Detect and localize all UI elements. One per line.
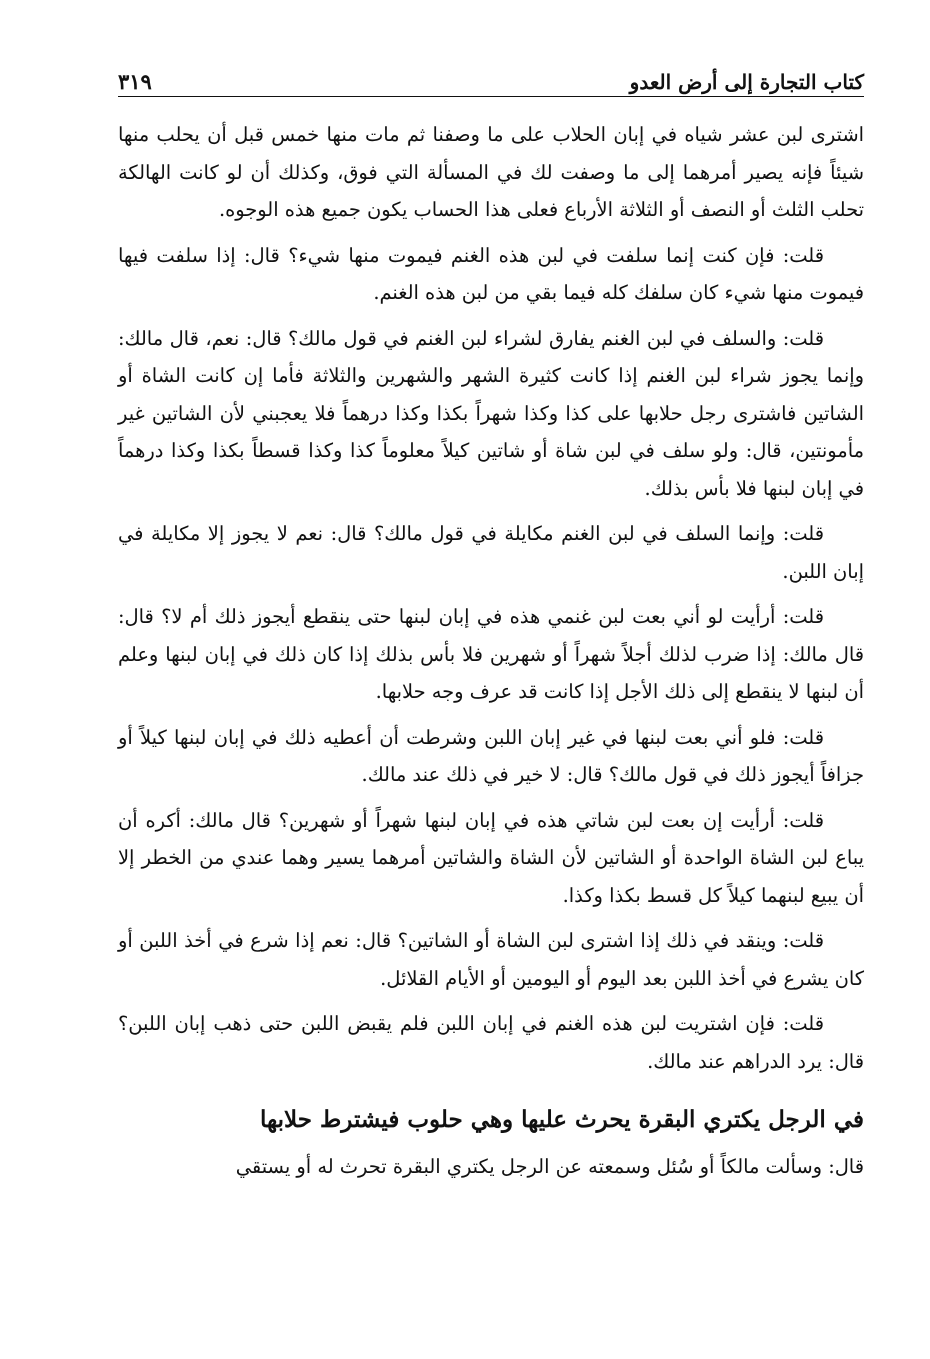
header-title: كتاب التجارة إلى أرض العدو [629, 70, 864, 94]
page-number: ٣١٩ [118, 69, 152, 94]
section-paragraph: قال: وسألت مالكاً أو سُئل وسمعته عن الرجل يكتري البقرة تحرث له أو يستقي [235, 1155, 864, 1178]
paragraph-qa-8: قلت: فإن اشتريت لبن هذه الغنم في إبان اللبن فلم يقبض اللبن حتى ذهب إبان اللبن؟ قال: يرد الدراهم عند مالك. [118, 1012, 864, 1073]
paragraph-qa-2: قلت: والسلف في لبن الغنم يفارق لشراء لبن الغنم في قول مالك؟ قال: نعم، قال مالك: وإنما يجوز شراء لبن الغنم إذا كانت كثيرة الشهر والشهرين والثلاثة فأما إن كانت الشاة أو الشاتين فاشترى رجل حلابها على كذا وكذا شهراً بكذا وكذا درهماً فلا يعجبني لأن الشاتين غير مأمونتين، قال: ولو سلف في لبن شاة أو شاتين كيلاً معلوماً كذا وكذا قسطاً بكذا وكذا درهماً في إبان لبنها فلا بأس بذلك. [118, 326, 864, 500]
paragraph-continuation: اشترى لبن عشر شياه في إبان الحلاب على ما وصفنا ثم مات منها خمس قبل أن يحلب منها شيئاً فإنه يصير أمرهما إلى ما وصفت لك في المسألة التي فوق، وكذلك أن لو كانت الهالكة تحلب الثلث أو النصف أو الثلاثة الأرباع فعلى هذا الحساب يكون جميع هذه الوجوه. [118, 123, 864, 221]
paragraph-qa-1: قلت: فإن كنت إنما سلفت في لبن هذه الغنم فيموت منها شيء؟ قال: إذا سلفت فيها فيموت منها شيء كان سلفك كله فيما بقي من لبن هذه الغنم. [118, 243, 864, 304]
paragraph-qa-5: قلت: فلو أني بعت لبنها في غير إبان اللبن وشرطت أن أعطيه ذلك في إبان لبنها كيلاً أو جزافاً أيجوز ذلك في قول مالك؟ قال: لا خير في ذلك عند مالك. [118, 725, 864, 786]
body-text [118, 116, 864, 1186]
running-header [118, 58, 864, 97]
section-heading: في الرجل يكتري البقرة يحرث عليها وهي حلوب فيشترط حلابها [260, 1106, 864, 1133]
paragraph-qa-3: قلت: وإنما السلف في لبن الغنم مكايلة في قول مالك؟ قال: نعم لا يجوز إلا مكايلة في إبان اللبن. [118, 522, 864, 583]
paragraph-qa-7: قلت: وينقد في ذلك إذا اشترى لبن الشاة أو الشاتين؟ قال: نعم إذا شرع في أخذ اللبن أو كان يشرع في أخذ اللبن بعد اليوم أو اليومين أو الأيام القلائل. [118, 929, 864, 990]
paragraph-qa-4: قلت: أرأيت لو أني بعت لبن غنمي هذه في إبان لبنها حتى ينقطع أيجوز ذلك أم لا؟ قال: قال مالك: إذا ضرب لذلك أجلاً شهراً أو شهرين فلا بأس بذلك إذا كان ذلك في إبان لبنها وعلم أن لبنها لا ينقطع إلى ذلك الأجل إذا كانت قد عرف وجه حلابها. [118, 605, 864, 703]
paragraph-qa-6: قلت: أرأيت إن بعت لبن شاتي هذه في إبان لبنها شهراً أو شهرين؟ قال مالك: أكره أن يباع لبن الشاة الواحدة أو الشاتين لأن الشاة والشاتين أمرهما يسير وهما عندي من الخطر إلا أن يبيع لبنهما كيلاً كل قسط بكذا وكذا. [118, 808, 864, 907]
